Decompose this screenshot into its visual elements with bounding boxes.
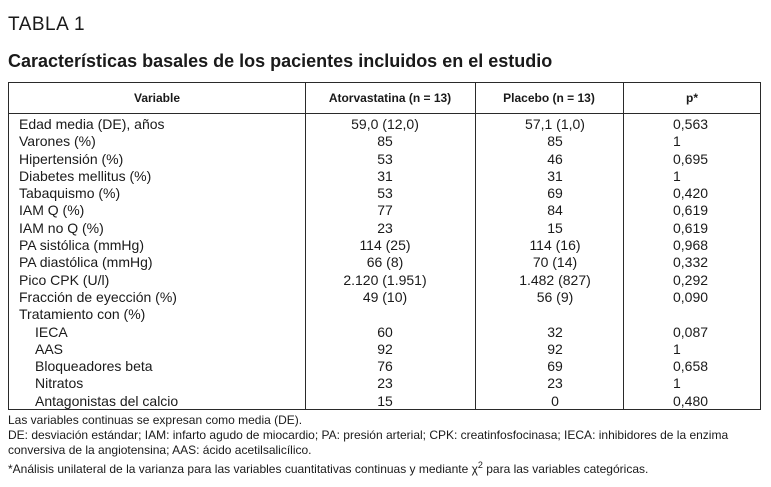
cell-variable: IAM Q (%) [19, 202, 85, 219]
cell-variable: Edad media (DE), años [19, 116, 165, 132]
cell-atorvastatina: 49 (10) [362, 288, 408, 305]
cell-p-value: 0,695 [673, 150, 709, 167]
cell-p-value: 0,658 [673, 358, 709, 375]
cell-atorvastatina: 23 [377, 375, 393, 392]
cell-p-value: 0,968 [673, 237, 709, 254]
cell-placebo: 23 [547, 375, 563, 392]
cell-variable: Varones (%) [19, 133, 96, 150]
table-row [9, 289, 760, 306]
note-analysis-sup: 2 [477, 460, 483, 470]
cell-variable: IAM no Q (%) [19, 219, 104, 236]
header-p: p* [686, 91, 698, 105]
cell-atorvastatina: 60 [377, 323, 393, 340]
table-body [9, 116, 760, 410]
note-analysis-text: *Análisis unilateral de la varianza para las variables cuantitativas continuas y mediante χ [8, 462, 478, 476]
cell-placebo: 1.482 (827) [519, 271, 591, 288]
cell-variable: Diabetes mellitus (%) [19, 167, 152, 184]
cell-variable: Fracción de eyección (%) [19, 288, 177, 305]
cell-placebo: 31 [547, 167, 563, 184]
cell-variable: Bloqueadores beta [35, 358, 153, 375]
cell-atorvastatina: 114 (25) [359, 237, 411, 254]
header-divider [9, 113, 760, 114]
table-row [9, 151, 760, 168]
table-notes [8, 413, 760, 477]
cell-p-value: 0,563 [673, 116, 709, 132]
cell-placebo: 57,1 (1,0) [525, 116, 585, 132]
cell-placebo: 84 [547, 202, 563, 219]
header-placebo: Placebo (n = 13) [503, 91, 595, 105]
cell-p-value: 0,619 [673, 202, 709, 219]
cell-placebo: 69 [547, 185, 563, 202]
table-row [9, 393, 760, 410]
note-analysis-text-end: para las variables categóricas. [482, 462, 649, 476]
table-row [9, 375, 760, 392]
cell-atorvastatina: 53 [377, 150, 393, 167]
cell-placebo: 85 [547, 133, 563, 150]
cell-placebo: 46 [547, 150, 563, 167]
table-row [9, 133, 760, 150]
cell-variable: Antagonistas del calcio [35, 392, 179, 409]
cell-p-value: 0,619 [673, 219, 709, 236]
table-row [9, 168, 760, 185]
cell-p-value: 0,090 [673, 288, 709, 305]
cell-variable: PA sistólica (mmHg) [19, 237, 144, 254]
cell-placebo: 32 [547, 323, 563, 340]
cell-variable: Nitratos [35, 375, 84, 392]
cell-p-value: 0,420 [673, 185, 709, 202]
cell-atorvastatina: 92 [377, 340, 393, 357]
table-row [9, 324, 760, 341]
cell-placebo: 69 [547, 358, 563, 375]
cell-atorvastatina: 23 [377, 219, 393, 236]
cell-placebo: 56 (9) [536, 288, 574, 305]
note-analysis [8, 458, 760, 477]
cell-p-value: 0,292 [673, 271, 709, 288]
table-row [9, 237, 760, 254]
cell-p-value: 1 [673, 375, 681, 392]
table-label: TABLA 1 [8, 14, 86, 35]
table-row [9, 185, 760, 202]
cell-variable: PA diastólica (mmHg) [19, 254, 153, 271]
cell-atorvastatina: 31 [377, 167, 393, 184]
table-row [9, 220, 760, 237]
cell-placebo: 15 [547, 219, 563, 236]
header-variable: Variable [133, 91, 181, 105]
cell-p-value: 1 [673, 167, 681, 184]
cell-atorvastatina: 2.120 (1.951) [343, 271, 427, 288]
cell-p-value: 1 [673, 133, 681, 150]
table-title: Características basales de los pacientes incluidos en el estudio [8, 51, 553, 71]
table-row [9, 202, 760, 219]
cell-variable: Hipertensión (%) [19, 150, 124, 167]
cell-variable: Tabaquismo (%) [19, 185, 121, 202]
cell-variable: Pico CPK (U/l) [19, 271, 110, 288]
table-row [9, 272, 760, 289]
cell-atorvastatina: 59,0 (12,0) [351, 116, 419, 132]
cell-variable: IECA [35, 323, 68, 340]
cell-atorvastatina: 77 [377, 202, 393, 219]
cell-atorvastatina: 66 (8) [366, 254, 404, 271]
cell-atorvastatina: 53 [377, 185, 393, 202]
cell-placebo: 0 [551, 392, 559, 409]
table-row [9, 116, 760, 133]
header-atorvastatina: Atorvastatina (n = 13) [328, 91, 452, 105]
table-row [9, 306, 760, 323]
table-row [9, 358, 760, 375]
cell-atorvastatina: 76 [377, 358, 393, 375]
cell-p-value: 0,087 [673, 323, 709, 340]
note-continuous: Las variables continuas se expresan como media (DE). [8, 413, 303, 427]
note-abbreviations: DE: desviación estándar; IAM: infarto agudo de miocardio; PA: presión arterial; CPK: creatinfosfocinasa; IECA: inhibidores de la enzima conversiva de la angiotensina; AAS: ácido acetilsalicílico. [8, 428, 729, 457]
data-table [8, 82, 761, 410]
cell-atorvastatina: 85 [377, 133, 393, 150]
table-row [9, 341, 760, 358]
cell-variable: Tratamiento con (%) [19, 306, 146, 323]
cell-variable: AAS [35, 340, 64, 357]
table-row [9, 254, 760, 271]
cell-placebo: 92 [547, 340, 563, 357]
cell-p-value: 0,480 [673, 392, 709, 409]
cell-placebo: 70 (14) [532, 254, 578, 271]
cell-p-value: 0,332 [673, 254, 709, 271]
cell-placebo: 114 (16) [529, 237, 581, 254]
cell-atorvastatina: 15 [377, 392, 393, 409]
cell-p-value: 1 [673, 340, 681, 357]
